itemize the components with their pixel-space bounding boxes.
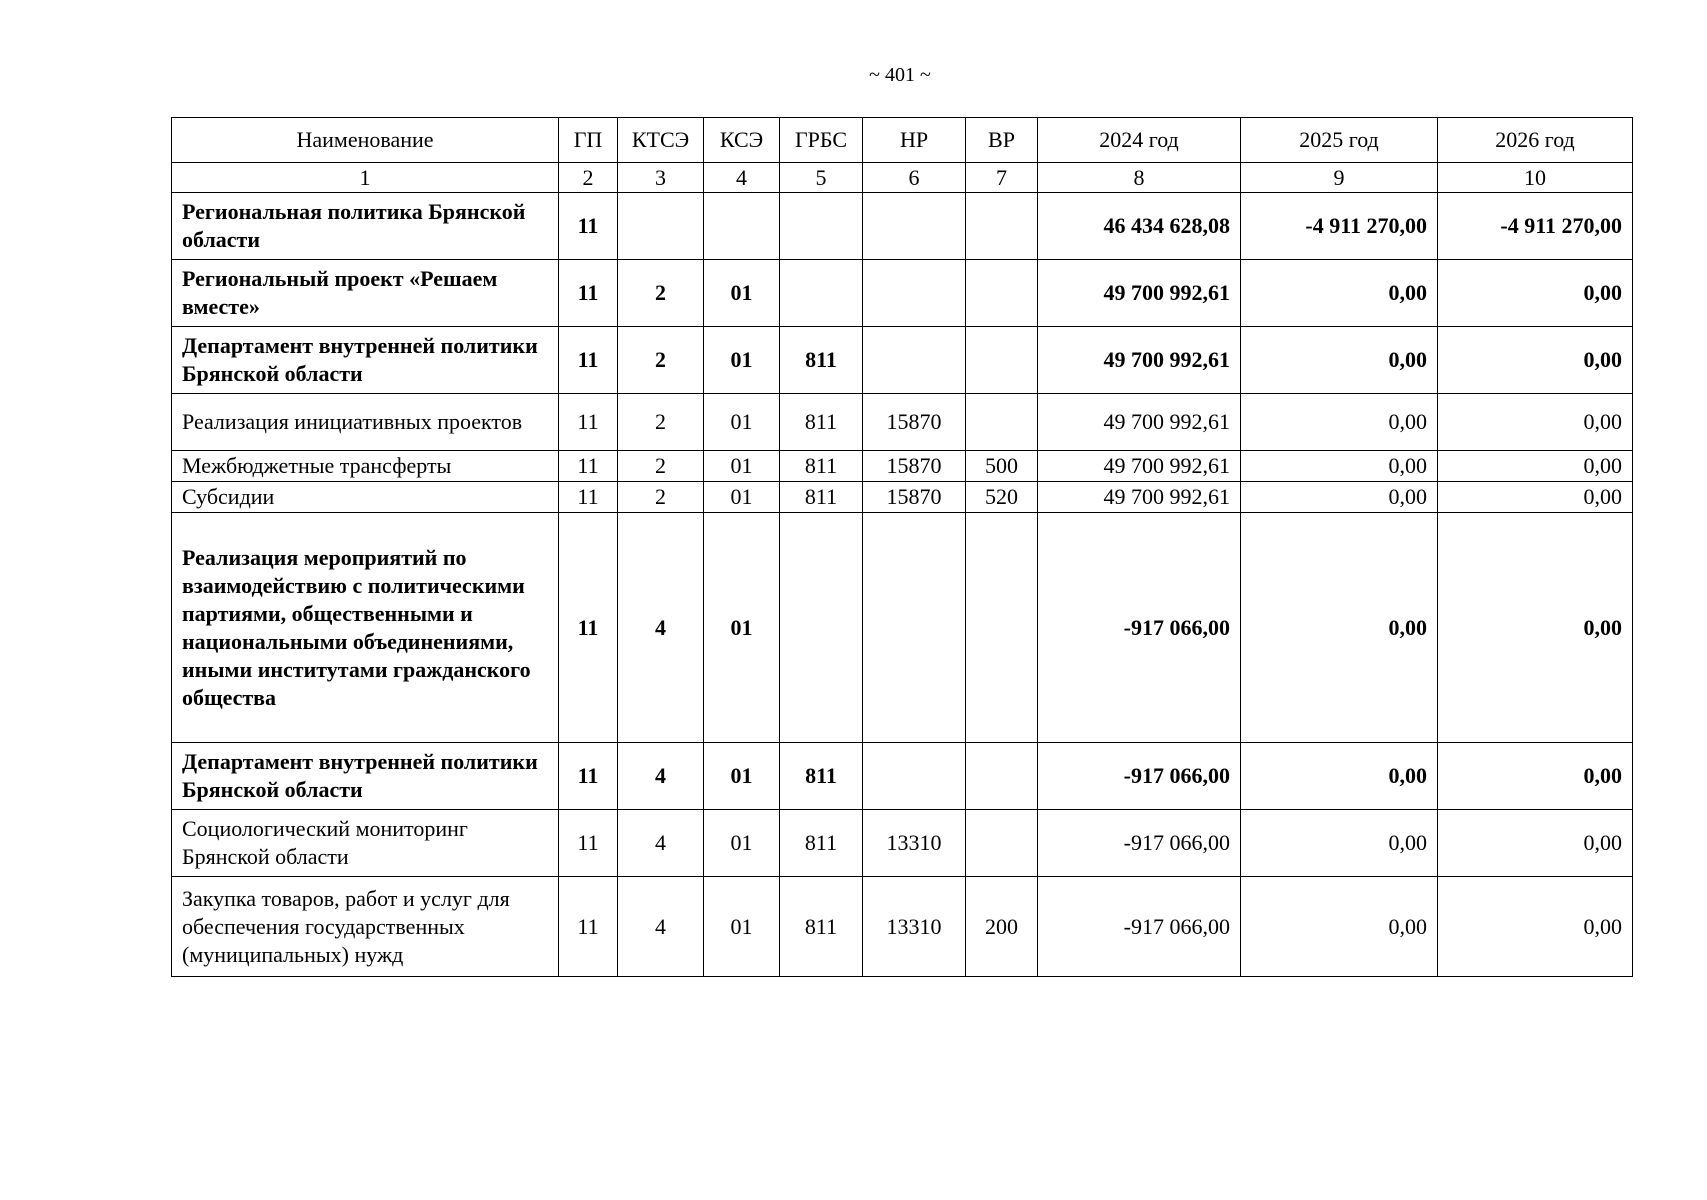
- row-nr: 13310: [863, 810, 966, 877]
- row-ktse: 4: [618, 810, 704, 877]
- row-gp: 11: [559, 451, 618, 482]
- row-grbs: [780, 513, 863, 743]
- row-grbs: 811: [780, 743, 863, 810]
- table-row: [172, 193, 1633, 260]
- page-number: ~ 401 ~: [869, 64, 931, 86]
- row-name: Департамент внутренней политики Брянской области: [172, 327, 559, 394]
- row-vr: [966, 394, 1038, 451]
- row-kse: 01: [704, 394, 780, 451]
- row-vr: [966, 193, 1038, 260]
- row-nr: [863, 193, 966, 260]
- table-row: [172, 513, 1633, 743]
- row-kse: 01: [704, 877, 780, 977]
- row-amount-2025: 0,00: [1241, 394, 1438, 451]
- row-vr: [966, 513, 1038, 743]
- header-2024: 2024 год: [1038, 118, 1241, 163]
- row-ktse: [618, 193, 704, 260]
- row-amount-2026: -4 911 270,00: [1438, 193, 1633, 260]
- row-amount-2024: -917 066,00: [1038, 810, 1241, 877]
- column-number-row: [172, 163, 1633, 193]
- row-kse: 01: [704, 327, 780, 394]
- row-nr: [863, 260, 966, 327]
- table-row: [172, 260, 1633, 327]
- column-number: 1: [172, 163, 559, 193]
- row-amount-2024: 49 700 992,61: [1038, 327, 1241, 394]
- row-kse: 01: [704, 482, 780, 513]
- row-gp: 11: [559, 482, 618, 513]
- row-nr: 15870: [863, 482, 966, 513]
- row-ktse: 4: [618, 877, 704, 977]
- row-amount-2025: 0,00: [1241, 451, 1438, 482]
- column-number: 3: [618, 163, 704, 193]
- column-number: 4: [704, 163, 780, 193]
- row-grbs: 811: [780, 394, 863, 451]
- row-name: Социологический мониторинг Брянской области: [172, 810, 559, 877]
- row-amount-2024: 49 700 992,61: [1038, 394, 1241, 451]
- table-row: [172, 451, 1633, 482]
- row-nr: 13310: [863, 877, 966, 977]
- row-amount-2026: 0,00: [1438, 877, 1633, 977]
- row-grbs: 811: [780, 877, 863, 977]
- row-amount-2026: 0,00: [1438, 743, 1633, 810]
- row-amount-2025: 0,00: [1241, 877, 1438, 977]
- column-number: 9: [1241, 163, 1438, 193]
- row-vr: [966, 260, 1038, 327]
- column-number: 10: [1438, 163, 1633, 193]
- row-gp: 11: [559, 810, 618, 877]
- table-header-row: [172, 118, 1633, 163]
- row-nr: [863, 743, 966, 810]
- row-ktse: 2: [618, 394, 704, 451]
- row-kse: 01: [704, 513, 780, 743]
- row-amount-2025: -4 911 270,00: [1241, 193, 1438, 260]
- row-ktse: 2: [618, 451, 704, 482]
- row-ktse: 2: [618, 327, 704, 394]
- column-number: 6: [863, 163, 966, 193]
- row-name: Региональная политика Брянской области: [172, 193, 559, 260]
- row-gp: 11: [559, 394, 618, 451]
- row-amount-2024: 49 700 992,61: [1038, 451, 1241, 482]
- column-number: 2: [559, 163, 618, 193]
- row-amount-2025: 0,00: [1241, 513, 1438, 743]
- header-2025: 2025 год: [1241, 118, 1438, 163]
- table-row: [172, 877, 1633, 977]
- row-grbs: 811: [780, 451, 863, 482]
- header-gp: ГП: [559, 118, 618, 163]
- row-name: Субсидии: [172, 482, 559, 513]
- row-amount-2025: 0,00: [1241, 327, 1438, 394]
- column-number: 5: [780, 163, 863, 193]
- table-row: [172, 327, 1633, 394]
- row-kse: [704, 193, 780, 260]
- row-vr: [966, 810, 1038, 877]
- header-kse: КСЭ: [704, 118, 780, 163]
- row-gp: 11: [559, 877, 618, 977]
- budget-table: [171, 117, 1633, 977]
- row-gp: 11: [559, 260, 618, 327]
- table-row: [172, 394, 1633, 451]
- row-ktse: 2: [618, 482, 704, 513]
- table-row: [172, 743, 1633, 810]
- row-amount-2024: 49 700 992,61: [1038, 260, 1241, 327]
- header-nr: НР: [863, 118, 966, 163]
- header-name: Наименование: [172, 118, 559, 163]
- row-gp: 11: [559, 743, 618, 810]
- row-amount-2026: 0,00: [1438, 394, 1633, 451]
- row-amount-2024: 46 434 628,08: [1038, 193, 1241, 260]
- row-ktse: 4: [618, 513, 704, 743]
- row-name: Реализация инициативных проектов: [172, 394, 559, 451]
- row-kse: 01: [704, 260, 780, 327]
- row-vr: 520: [966, 482, 1038, 513]
- row-amount-2024: 49 700 992,61: [1038, 482, 1241, 513]
- row-amount-2024: -917 066,00: [1038, 877, 1241, 977]
- row-nr: [863, 513, 966, 743]
- row-amount-2025: 0,00: [1241, 743, 1438, 810]
- row-amount-2026: 0,00: [1438, 810, 1633, 877]
- row-vr: 500: [966, 451, 1038, 482]
- row-grbs: [780, 260, 863, 327]
- row-nr: 15870: [863, 394, 966, 451]
- row-vr: 200: [966, 877, 1038, 977]
- row-grbs: 811: [780, 482, 863, 513]
- table-row: [172, 482, 1633, 513]
- row-name: Региональный проект «Решаем вместе»: [172, 260, 559, 327]
- column-number: 7: [966, 163, 1038, 193]
- row-amount-2026: 0,00: [1438, 513, 1633, 743]
- row-ktse: 2: [618, 260, 704, 327]
- row-grbs: 811: [780, 327, 863, 394]
- row-gp: 11: [559, 327, 618, 394]
- header-ktse: КТСЭ: [618, 118, 704, 163]
- row-amount-2026: 0,00: [1438, 327, 1633, 394]
- row-name: Реализация мероприятий по взаимодействию с политическими партиями, общественными и национальными объединениями, иными институтами гражданского общества: [172, 513, 559, 743]
- row-name: Департамент внутренней политики Брянской области: [172, 743, 559, 810]
- header-2026: 2026 год: [1438, 118, 1633, 163]
- row-amount-2024: -917 066,00: [1038, 743, 1241, 810]
- header-grbs: ГРБС: [780, 118, 863, 163]
- table-row: [172, 810, 1633, 877]
- row-gp: 11: [559, 193, 618, 260]
- row-grbs: [780, 193, 863, 260]
- row-vr: [966, 743, 1038, 810]
- row-amount-2026: 0,00: [1438, 451, 1633, 482]
- row-kse: 01: [704, 810, 780, 877]
- row-kse: 01: [704, 743, 780, 810]
- row-name: Межбюджетные трансферты: [172, 451, 559, 482]
- row-amount-2024: -917 066,00: [1038, 513, 1241, 743]
- row-gp: 11: [559, 513, 618, 743]
- row-amount-2025: 0,00: [1241, 482, 1438, 513]
- row-amount-2026: 0,00: [1438, 482, 1633, 513]
- row-kse: 01: [704, 451, 780, 482]
- row-ktse: 4: [618, 743, 704, 810]
- row-amount-2026: 0,00: [1438, 260, 1633, 327]
- column-number: 8: [1038, 163, 1241, 193]
- row-name: Закупка товаров, работ и услуг для обеспечения государственных (муниципальных) нужд: [172, 877, 559, 977]
- header-vr: ВР: [966, 118, 1038, 163]
- row-grbs: 811: [780, 810, 863, 877]
- row-amount-2025: 0,00: [1241, 810, 1438, 877]
- row-nr: [863, 327, 966, 394]
- row-amount-2025: 0,00: [1241, 260, 1438, 327]
- row-nr: 15870: [863, 451, 966, 482]
- row-vr: [966, 327, 1038, 394]
